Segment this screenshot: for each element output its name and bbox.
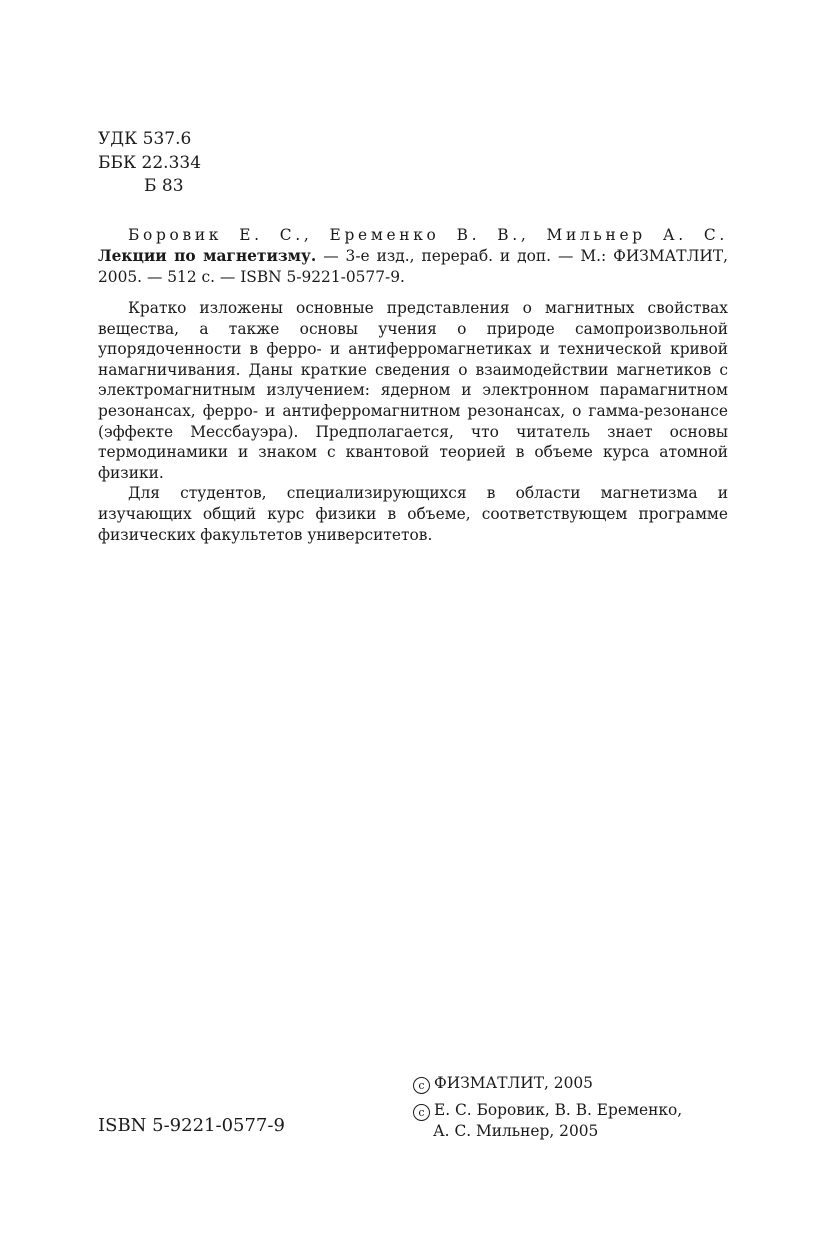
udk-code: УДК 537.6 <box>98 129 192 149</box>
edition-details: — 3-е изд., перераб. и доп. — М.: ФИЗМАТЛИТ, 2005. — 512 с. — ISBN 5-9221-0577-9. <box>98 247 728 286</box>
bbk-code: ББК 22.334 <box>98 152 202 173</box>
copyright-block <box>413 1073 682 1142</box>
author-mark: Б 83 <box>144 176 184 196</box>
copyright-icon: c <box>413 1104 430 1121</box>
copyright-authors: c Е. С. Боровик, В. В. Еременко, <box>413 1100 682 1121</box>
audience-paragraph: Для студентов, специализирующихся в области магнетизма и изучающих общий курс физики в объеме, соответствующем программе физических факультетов университетов. <box>98 484 728 544</box>
copyright-icon: c <box>413 1077 430 1094</box>
isbn: ISBN 5-9221-0577-9 <box>98 1115 285 1136</box>
copyright-publisher: c ФИЗМАТЛИТ, 2005 <box>413 1073 682 1094</box>
book-title: Лекции по магнетизму. <box>98 247 317 265</box>
authors: Боровик Е. С., Еременко В. В., Мильнер А. С. <box>128 226 728 244</box>
copyright-authors-cont: А. С. Мильнер, 2005 <box>433 1122 599 1140</box>
abstract <box>98 298 728 545</box>
bibliographic-record <box>98 225 728 288</box>
abstract-paragraph: Кратко изложены основные представления о магнитных свойствах вещества, а также основы учения о природе самопроизвольной упорядоченности в ферро- и антиферромагнетиках и технической кривой намагничивания. Даны краткие сведения о взаимодействии магнетиков с электромагнитным излучением: ядерном и электронном парамагнитном резонансах, ферро- и антиферромагнитном резонансах, о гамма-резонансе (эффекте Мессбауэра). Предполагается, что читатель знает основы термодинамики и знаком с квантовой теорией в объеме курса атомной физики. <box>98 299 728 482</box>
classification-block <box>98 128 201 199</box>
